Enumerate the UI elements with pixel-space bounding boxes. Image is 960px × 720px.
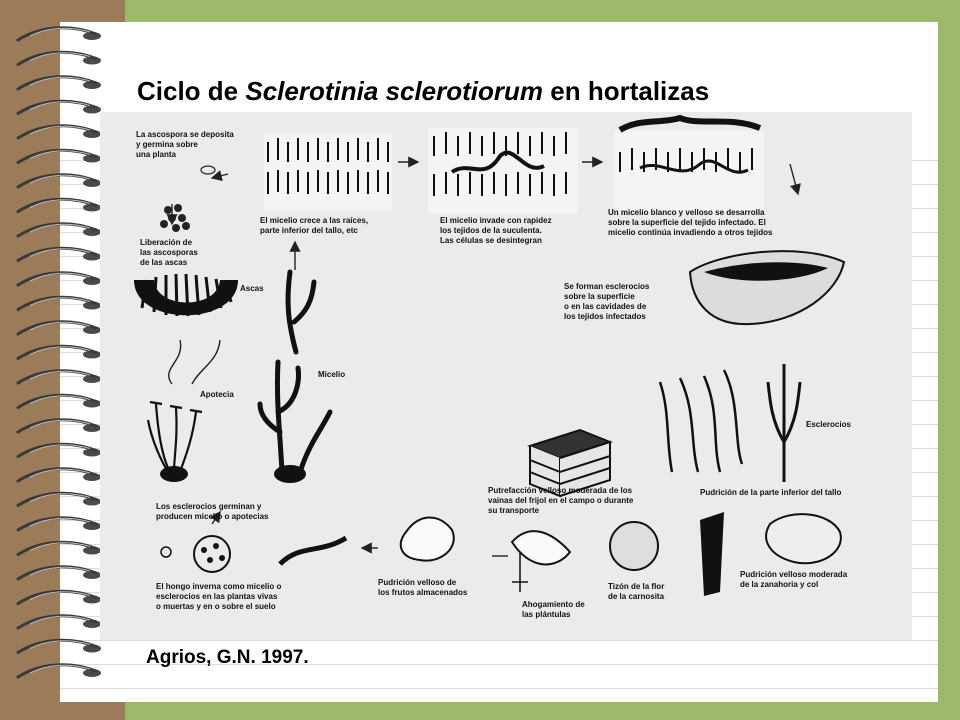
page-title: Ciclo de Sclerotinia sclerotiorum en hortalizas <box>137 76 710 106</box>
label-sclerotia-form: Se forman esclerocios sobre la superficie o en las cavidades de los tejidos infectados <box>564 282 650 321</box>
life-cycle-drawing <box>100 112 912 640</box>
binding-ring <box>18 444 101 456</box>
label-mycelium-invades: El micelio invade con rapidez los tejidos de la suculenta. Las células se desintegran <box>440 216 552 245</box>
cycle-arrow <box>192 340 220 384</box>
binding-ring <box>18 395 101 407</box>
ruled-line <box>60 640 938 641</box>
binding-ring <box>18 273 101 285</box>
binding-ring <box>18 469 101 481</box>
binding-ring <box>18 126 101 138</box>
label-stem-blight: Tizón de la flor de la carnosita <box>608 582 665 601</box>
label-sclerotia-germinate: Los esclerocios germinan y producen micelio o apotecias <box>156 502 269 521</box>
binding-ring <box>18 640 101 652</box>
label-ascospore: La ascospora se deposita y germina sobre una planta <box>136 130 234 159</box>
binding-ring <box>18 150 101 162</box>
label-sclerotia: Esclerocios <box>806 420 851 429</box>
bean-pods-drawing <box>660 370 742 472</box>
label-watery-soft-rot: Pudrición velloso moderada de la zanahoria y col <box>740 570 848 589</box>
binding-ring <box>18 616 101 628</box>
infected-tissue <box>690 251 844 324</box>
cycle-arrow <box>212 174 228 178</box>
label-stem-base-rot: Pudrición de la parte inferior del tallo <box>700 488 842 497</box>
label-crate-rot: Putrefacción velloso moderada de los vainas del frijol en el campo o durante su transporte <box>488 486 634 515</box>
tissue-panel <box>264 134 392 210</box>
binding-ring <box>18 371 101 383</box>
cycle-arrow <box>790 164 798 194</box>
binding-ring <box>18 101 101 113</box>
tissue-panel-invaded <box>428 128 578 214</box>
label-apothecia: Apotecia <box>200 390 234 399</box>
label-fruit-rot: Pudrición velloso de los frutos almacenados <box>378 578 468 597</box>
life-cycle-figure <box>100 112 912 640</box>
apothecia-drawing <box>148 402 202 472</box>
label-overwinter: El hongo inverna como micelio o esclerocios en las plantas vivas o muertas y en o sobre el suelo <box>156 582 282 611</box>
citation: Agrios, G.N. 1997. <box>146 647 309 668</box>
binding-ring <box>18 28 101 40</box>
binding-ring <box>18 199 101 211</box>
label-white-mycelium: Un micelio blanco y velloso se desarrolla sobre la superficie del tejido infectado. El micelio continúa invadiendo a otros tejidos <box>608 208 773 237</box>
binding-ring <box>18 591 101 603</box>
binding-ring <box>18 175 101 187</box>
label-asci: Ascas <box>240 284 264 293</box>
cycle-arrow <box>169 340 181 384</box>
binding-ring <box>18 493 101 505</box>
label-mycelium-grows: El micelio crece a las raíces, parte inferior del tallo, etc <box>260 216 369 235</box>
sclerotium <box>160 466 188 482</box>
binding-ring <box>18 52 101 64</box>
binding-ring <box>18 322 101 334</box>
tissue-panel-white-mycelium <box>614 118 764 212</box>
binding-ring <box>18 542 101 554</box>
binding-ring <box>18 297 101 309</box>
label-damping-off: Ahogamiento de las plántulas <box>522 600 585 619</box>
label-ascospores-released: Liberación de las ascosporas de las ascas <box>140 238 198 267</box>
sclerotium <box>274 465 306 483</box>
ascospores <box>160 166 215 232</box>
binding-ring <box>18 346 101 358</box>
binding-ring <box>18 518 101 530</box>
stem-drawing <box>768 364 800 482</box>
binding-ring <box>18 248 101 260</box>
ruled-line <box>60 688 938 689</box>
binding-ring <box>18 77 101 89</box>
asci-drawing <box>142 274 231 316</box>
binding-ring <box>18 567 101 579</box>
binding-ring <box>18 224 101 236</box>
binding-ring <box>18 420 101 432</box>
label-mycelium: Micelio <box>318 370 346 379</box>
binding-ring <box>18 665 101 677</box>
